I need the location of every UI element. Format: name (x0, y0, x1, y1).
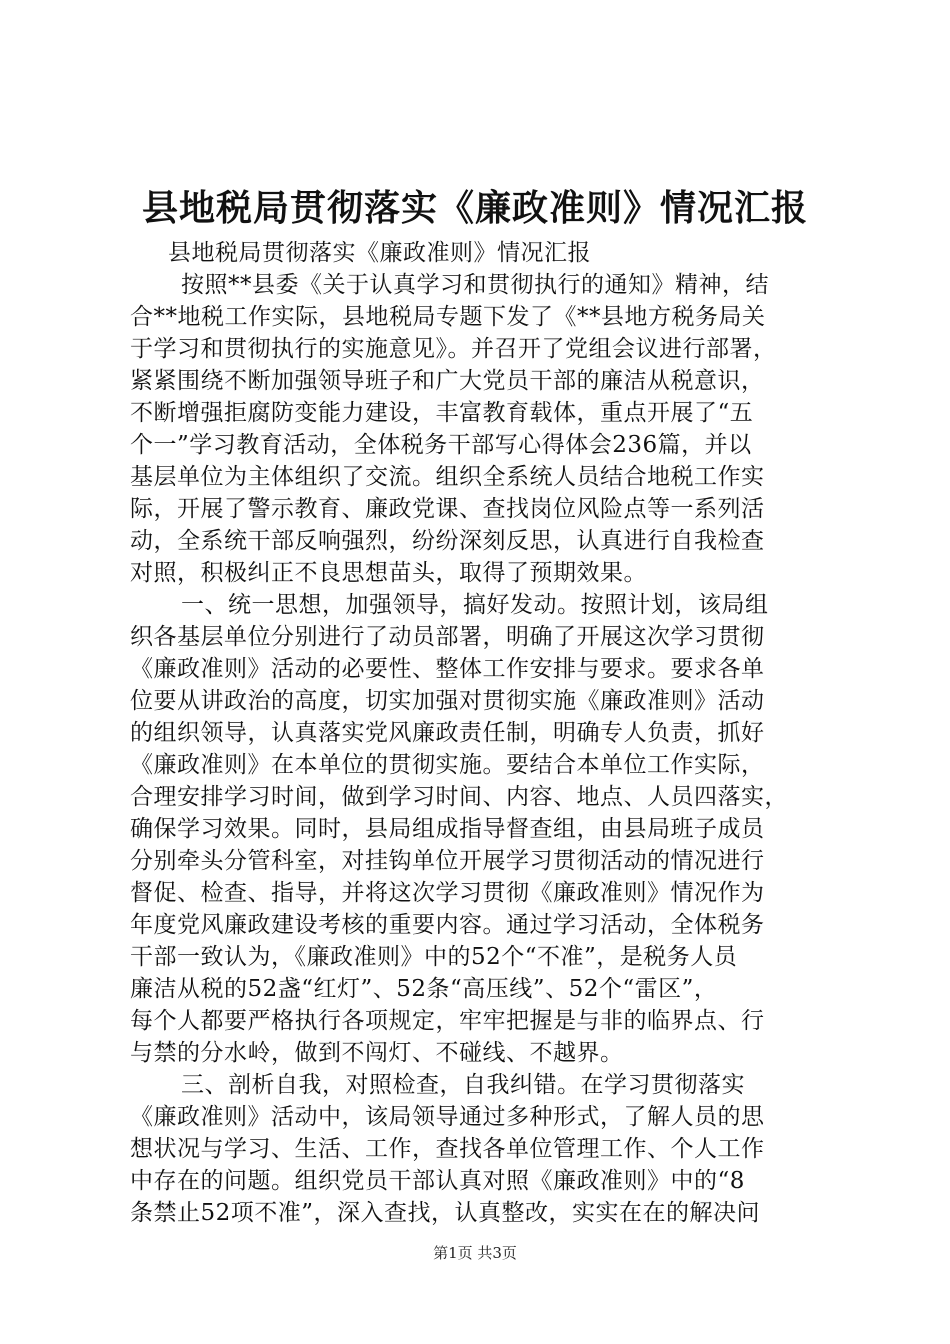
body-line: 对照，积极纠正不良思想苗头，取得了预期效果。 (130, 560, 647, 586)
body-line: 不断增强拒腐防变能力建设，丰富教育载体，重点开展了“五 (130, 400, 754, 426)
body-line: 督促、检查、指导，并将这次学习贯彻《廉政准则》情况作为 (130, 880, 765, 906)
body-line: 《廉政准则》活动中，该局领导通过多种形式，了解人员的思 (130, 1104, 765, 1130)
body-line: 《廉政准则》活动的必要性、整体工作安排与要求。要求各单 (130, 656, 765, 682)
body-line: 于学习和贯彻执行的实施意见》。并召开了党组会议进行部署， (130, 336, 777, 362)
body-line: 动，全系统干部反响强烈，纷纷深刻反思，认真进行自我检查 (130, 528, 765, 554)
body-line: 确保学习效果。同时，县局组成指导督查组，由县局班子成员 (130, 816, 765, 842)
body-line: 一、统一思想，加强领导，搞好发动。按照计划，该局组 (181, 592, 769, 618)
body-line: 干部一致认为，《廉政准则》中的52个“不准”，是税务人员 (130, 944, 738, 970)
body-line: 际，开展了警示教育、廉政党课、查找岗位风险点等一系列活 (130, 496, 765, 522)
body-line: 的组织领导，认真落实党风廉政责任制，明确专人负责，抓好 (130, 720, 765, 746)
body-line: 按照**县委《关于认真学习和贯彻执行的通知》精神，结 (181, 272, 769, 298)
body-line: 位要从讲政治的高度，切实加强对贯彻实施《廉政准则》活动 (130, 688, 765, 714)
body-line: 基层单位为主体组织了交流。组织全系统人员结合地税工作实 (130, 464, 765, 490)
body-line: 三、剖析自我，对照检查，自我纠错。在学习贯彻落实 (181, 1072, 745, 1098)
body-line: 条禁止52项不准”，深入查找，认真整改，实实在在的解决问 (130, 1200, 761, 1226)
body-line: 中存在的问题。组织党员干部认真对照《廉政准则》中的“8 (130, 1168, 745, 1194)
body-line: 合**地税工作实际，县地税局专题下发了《**县地方税务局关 (130, 304, 766, 330)
subtitle-line: 县地税局贯彻落实《廉政准则》情况汇报 (168, 240, 591, 266)
body-line: 想状况与学习、生活、工作，查找各单位管理工作、个人工作 (130, 1136, 765, 1162)
body-line: 合理安排学习时间，做到学习时间、内容、地点、人员四落实， (130, 784, 788, 810)
body-line: 《廉政准则》在本单位的贯彻实施。要结合本单位工作实际， (130, 752, 765, 778)
body-line: 与禁的分水岭，做到不闯灯、不碰线、不越界。 (130, 1040, 624, 1066)
body-line: 每个人都要严格执行各项规定，牢牢把握是与非的临界点、行 (130, 1008, 765, 1034)
body-line: 廉洁从税的52盏“红灯”、52条“高压线”、52个“雷区”， (130, 976, 718, 1002)
body-line: 紧紧围绕不断加强领导班子和广大党员干部的廉洁从税意识， (130, 368, 765, 394)
page-number: 第1页 共3页 (433, 1244, 517, 1262)
body-line: 年度党风廉政建设考核的重要内容。通过学习活动，全体税务 (130, 912, 765, 938)
body-line: 分别牵头分管科室，对挂钩单位开展学习贯彻活动的情况进行 (130, 848, 765, 874)
body-line: 织各基层单位分别进行了动员部署，明确了开展这次学习贯彻 (130, 624, 765, 650)
page-title: 县地税局贯彻落实《廉政准则》情况汇报 (141, 188, 808, 229)
body-line: 个一”学习教育活动，全体税务干部写心得体会236篇，并以 (130, 432, 752, 458)
